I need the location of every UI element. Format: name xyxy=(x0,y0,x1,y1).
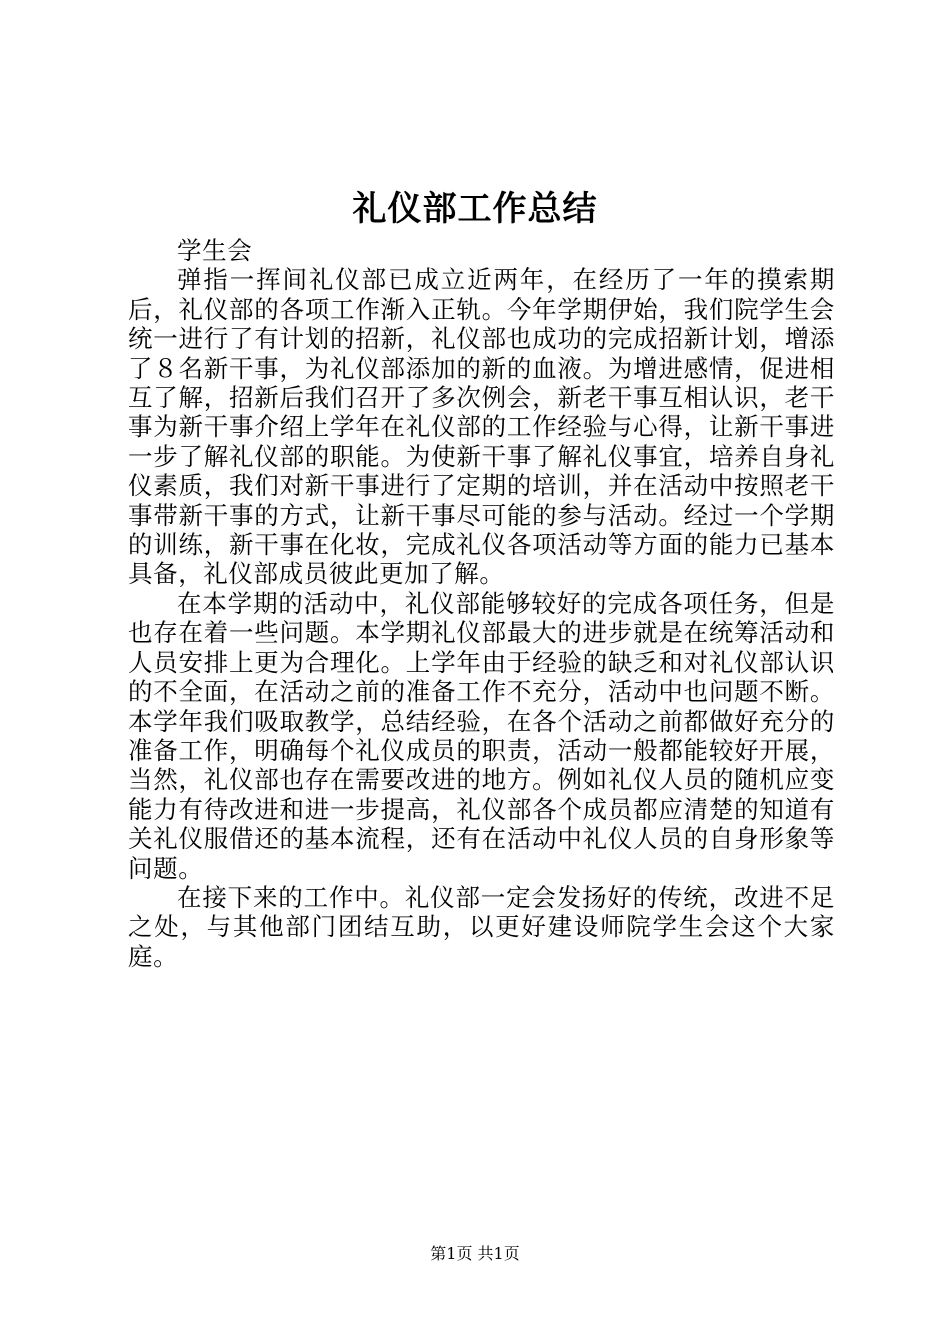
document-body xyxy=(128,236,835,971)
author-line: 学生会 xyxy=(177,236,253,265)
paragraph-1: 弹指一挥间礼仪部已成立近两年，在经历了一年的摸索期后，礼仪部的各项工作渐入正轨。今年学期伊始，我们院学生会统一进行了有计划的招新，礼仪部也成功的完成招新计划，增添了８名新干事，为礼仪部添加的新的血液。为增进感情，促进相互了解，招新后我们召开了多次例会，新老干事互相认识，老干事为新干事介绍上学年在礼仪部的工作经验与心得，让新干事进一步了解礼仪部的职能。为使新干事了解礼仪事宜，培养自身礼仪素质，我们对新干事进行了定期的培训，并在活动中按照老干事带新干事的方式，让新干事尽可能的参与活动。经过一个学期的训练，新干事在化妆，完成礼仪各项活动等方面的能力已基本具备，礼仪部成员彼此更加了解。 xyxy=(128,265,835,589)
document-title: 礼仪部工作总结 xyxy=(352,189,598,229)
page-footer: 第1页 共1页 xyxy=(430,1244,520,1263)
paragraph-2: 在本学期的活动中，礼仪部能够较好的完成各项任务，但是也存在着一些问题。本学期礼仪部最大的进步就是在统筹活动和人员安排上更为合理化。上学年由于经验的缺乏和对礼仪部认识的不全面，在活动之前的准备工作不充分，活动中也问题不断。本学年我们吸取教学，总结经验，在各个活动之前都做好充分的准备工作，明确每个礼仪成员的职责，活动一般都能较好开展，当然，礼仪部也存在需要改进的地方。例如礼仪人员的随机应变能力有待改进和进一步提高，礼仪部各个成员都应清楚的知道有关礼仪服借还的基本流程，还有在活动中礼仪人员的自身形象等问题。 xyxy=(128,588,835,883)
paragraph-3: 在接下来的工作中。礼仪部一定会发扬好的传统，改进不足之处，与其他部门团结互助，以更好建设师院学生会这个大家庭。 xyxy=(128,882,835,971)
